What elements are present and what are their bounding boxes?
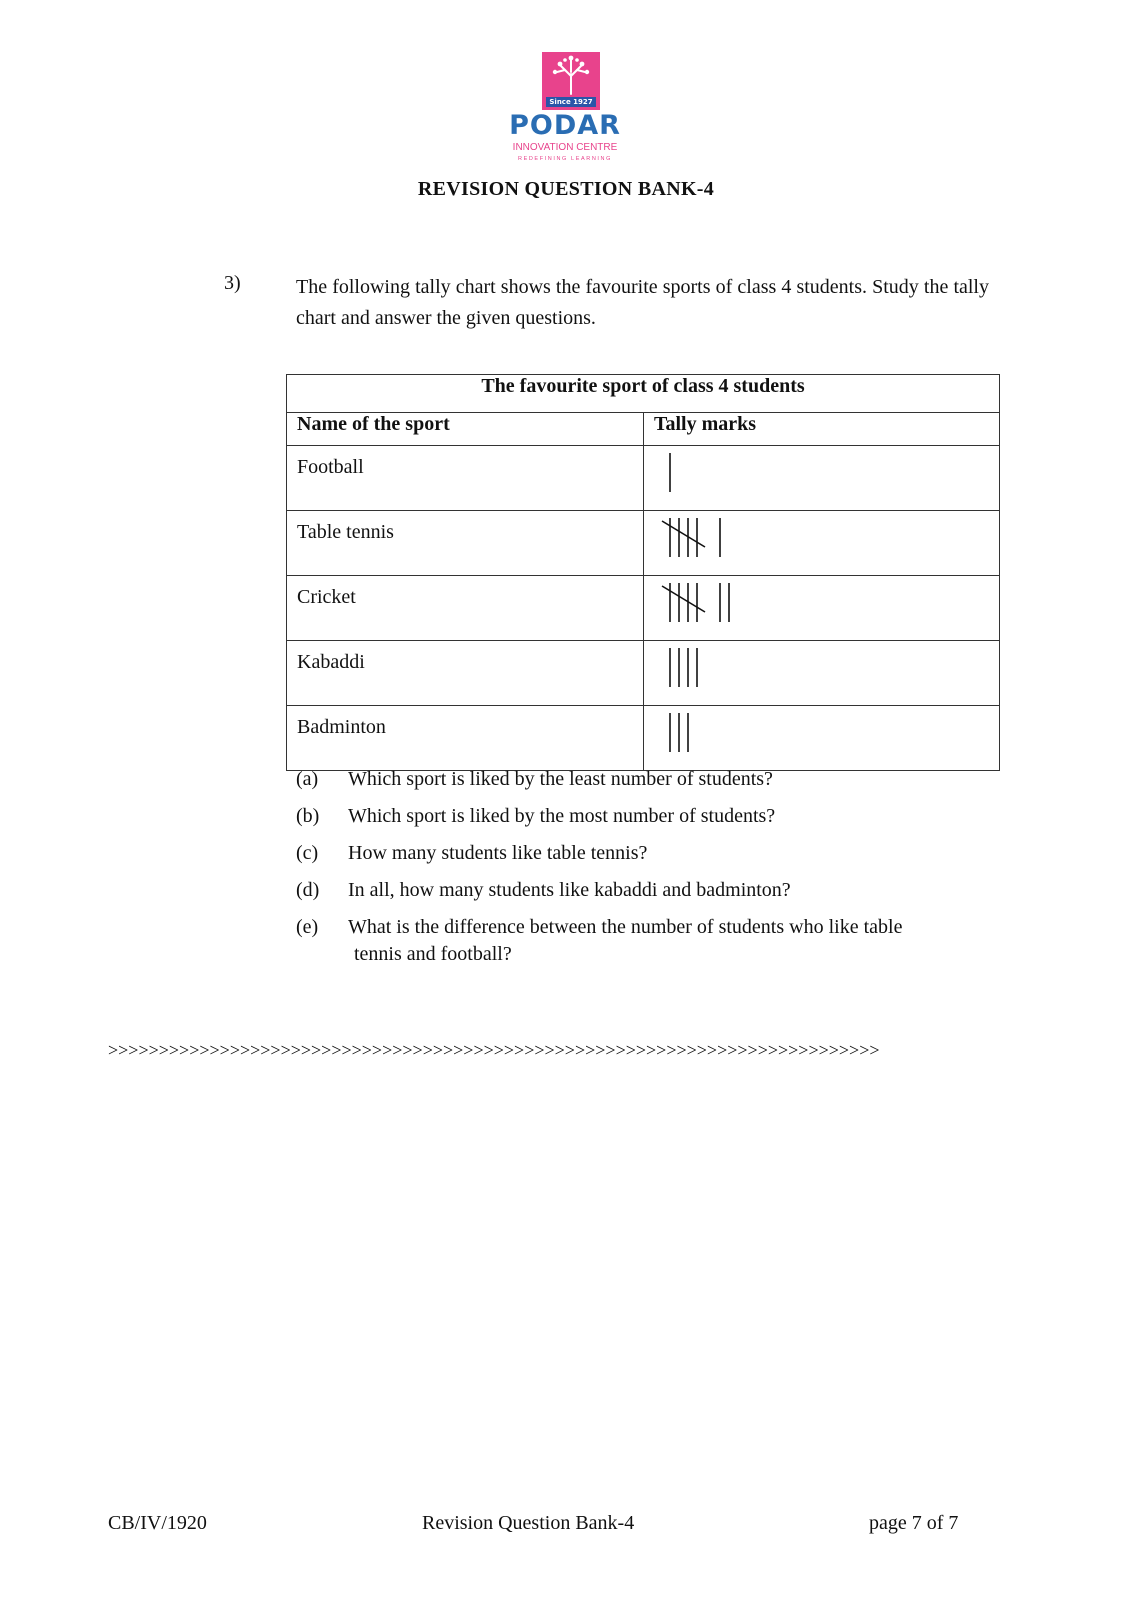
table-row [287, 641, 1000, 706]
tally-marks [644, 446, 1000, 511]
question-text: The following tally chart shows the favourite sports of class 4 students. Study the tally chart and answer the given questions. [296, 276, 989, 329]
question-number: 3) [224, 272, 241, 294]
footer-title: Revision Question Bank-4 [422, 1512, 635, 1534]
table-row [287, 446, 1000, 511]
sport-name: Football [287, 446, 644, 511]
table-row [287, 576, 1000, 641]
tally-marks [644, 706, 1000, 771]
tally-marks-graphic [650, 706, 850, 760]
tally-strike-mark [662, 521, 705, 547]
tally-strike-mark [662, 586, 705, 612]
tally-marks-graphic [650, 511, 850, 565]
sport-name: Badminton [287, 706, 644, 771]
logo-name: PODAR [509, 110, 621, 141]
logo-since-label: Since 1927 [546, 97, 596, 107]
table-row [287, 706, 1000, 771]
subquestion-text: In all, how many students like kabaddi and badminton? [348, 879, 791, 901]
logo-subtitle: INNOVATION CENTRE [512, 142, 618, 153]
tree-icon [542, 52, 600, 96]
subquestion-label: (b) [296, 805, 320, 827]
subquestion-text: Which sport is liked by the most number of students? [348, 805, 776, 827]
column-header-sport: Name of the sport [287, 413, 644, 446]
subquestion-text-continued: tennis and football? [354, 943, 512, 965]
table-row [287, 511, 1000, 576]
subquestion [296, 841, 996, 865]
podar-logo [490, 50, 640, 170]
subquestion [296, 878, 996, 902]
subquestion-label: (c) [296, 842, 319, 864]
subquestion-text: What is the difference between the number of students who like table [348, 916, 903, 938]
subquestion-list [296, 767, 996, 983]
sport-name: Table tennis [287, 511, 644, 576]
tally-chart-table [286, 374, 1000, 771]
footer-page-number: page 7 of 7 [869, 1512, 959, 1534]
tally-marks [644, 511, 1000, 576]
footer-code: CB/IV/1920 [108, 1512, 207, 1534]
section-separator: >>>>>>>>>>>>>>>>>>>>>>>>>>>>>>>>>>>>>>>>>>>>>>>>>>>>>>>>>>>>>>>>>>>>>>>>>>>> [108, 1040, 880, 1060]
sport-name: Kabaddi [287, 641, 644, 706]
subquestion [296, 915, 996, 970]
subquestion [296, 767, 996, 791]
subquestion [296, 804, 996, 828]
tally-marks [644, 641, 1000, 706]
subquestion-label: (d) [296, 879, 320, 901]
tally-marks-graphic [650, 446, 850, 500]
subquestion-text-block [348, 915, 996, 970]
table-caption: The favourite sport of class 4 students [287, 375, 1000, 413]
logo-tagline: REDEFINING LEARNING [518, 156, 612, 162]
page-title: REVISION QUESTION BANK-4 [417, 178, 715, 200]
subquestion-text: Which sport is liked by the least number of students? [348, 768, 773, 790]
column-header-tally: Tally marks [644, 413, 1000, 446]
tally-marks-graphic [650, 641, 850, 695]
tree-emblem-icon [542, 52, 600, 110]
subquestion-label: (e) [296, 916, 319, 938]
sport-name: Cricket [287, 576, 644, 641]
subquestion-text: How many students like table tennis? [348, 842, 648, 864]
tally-marks [644, 576, 1000, 641]
tally-marks-graphic [650, 576, 850, 630]
subquestion-label: (a) [296, 768, 319, 790]
